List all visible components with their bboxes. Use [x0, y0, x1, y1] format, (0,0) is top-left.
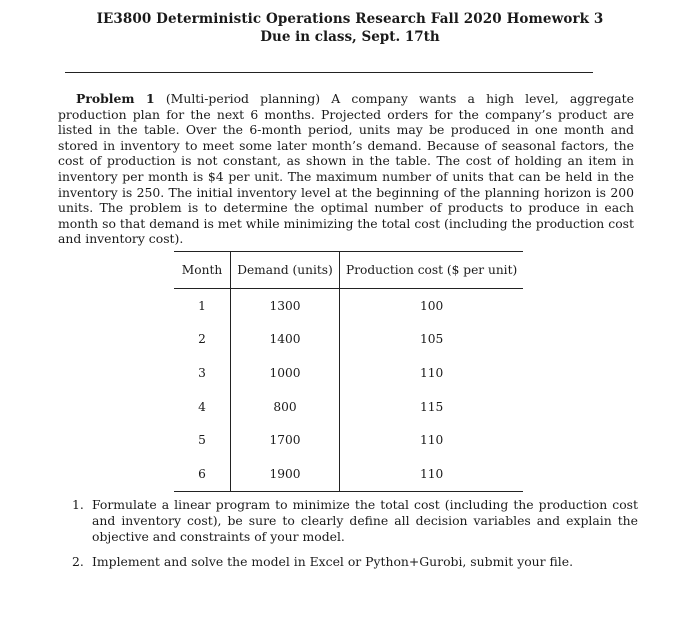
horizontal-rule — [65, 72, 593, 73]
column-header-demand: Demand (units) — [231, 252, 340, 289]
task-number: 1. — [72, 497, 84, 512]
month-cell: 3 — [174, 356, 231, 390]
demand-cell: 1400 — [231, 323, 340, 357]
table-row — [174, 390, 523, 424]
task-text: Implement and solve the model in Excel or Python+Gurobi, submit your file. — [92, 554, 574, 569]
course-title: IE3800 Deterministic Operations Research Fall 2020 Homework 3 — [96, 11, 604, 27]
table-row — [174, 457, 523, 491]
demand-cost-table — [174, 251, 523, 492]
month-cell: 6 — [174, 457, 231, 491]
cost-cell: 100 — [419, 298, 444, 313]
demand-cell: 1700 — [231, 423, 340, 457]
cost-cell: 110 — [419, 466, 444, 481]
document-header — [0, 10, 700, 46]
month-cell: 1 — [174, 289, 231, 323]
table-header-row — [174, 252, 523, 289]
cost-cell: 110 — [419, 365, 444, 380]
month-cell: 2 — [174, 323, 231, 357]
table-row — [174, 323, 523, 357]
cost-cell: 110 — [419, 433, 444, 448]
month-cell: 4 — [174, 390, 231, 424]
table-row — [174, 423, 523, 457]
cost-cell: 115 — [419, 399, 444, 414]
list-item — [72, 497, 638, 545]
column-header-production-cost: Production cost ($ per unit) — [340, 252, 524, 289]
cost-cell: 105 — [419, 332, 444, 347]
task-number: 2. — [72, 554, 84, 569]
demand-cell: 1900 — [231, 457, 340, 491]
task-text: Formulate a linear program to minimize the total cost (including the production cost and inventory cost), be sure to clearly define all decision variables and explain the objective and constraints of your model. — [92, 497, 638, 544]
demand-cell: 1000 — [231, 356, 340, 390]
list-item — [72, 554, 638, 570]
demand-cell: 1300 — [231, 289, 340, 323]
task-list — [72, 497, 638, 570]
table-row — [174, 356, 523, 390]
problem-text: (Multi-period planning) A company wants a high level, aggregate production plan for the next 6 months. Projected orders for the company’s product are listed in the table. Over the 6-month period, units may be produced in one month and stored in inventory to meet some later month’s demand. Because of seasonal factors, the cost of production is not constant, as shown in the table. The cost of holding an item in inventory per month is $4 per unit. The maximum number of units that can be held in the inventory is 250. The initial inventory level at the beginning of the planning horizon is 200 units. The problem is to determine the optimal number of products to produce in each month so that demand is met while minimizing the total cost (including the production cost and inventory cost). — [58, 91, 634, 247]
demand-cell: 800 — [231, 390, 340, 424]
table-row — [174, 289, 523, 323]
due-date: Due in class, Sept. 17th — [260, 29, 440, 45]
problem-statement — [58, 91, 634, 247]
problem-label: Problem 1 — [76, 91, 155, 106]
month-cell: 5 — [174, 423, 231, 457]
column-header-month: Month — [174, 252, 231, 289]
